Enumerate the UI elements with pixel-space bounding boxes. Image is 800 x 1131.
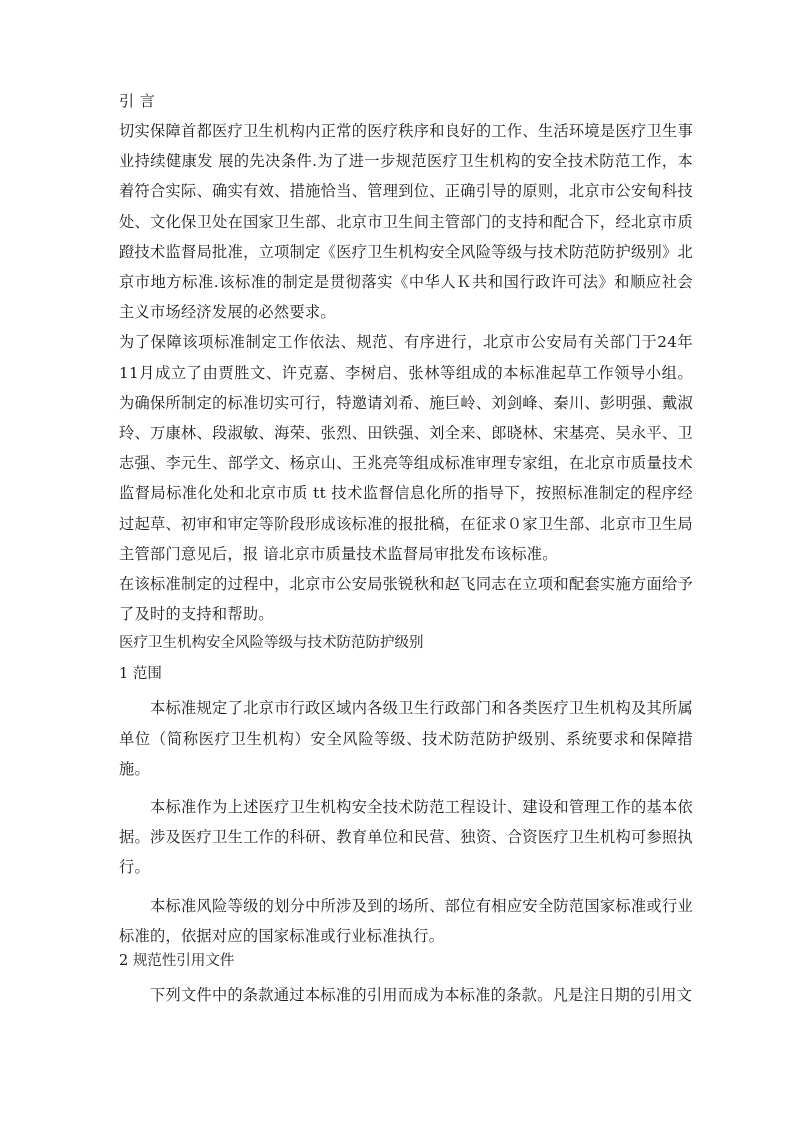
intro-paragraph-1: 切实保障首都医疗卫生机构内正常的医疗秩序和良好的工作、生活环境是医疗卫生事业持续健康发 展的先决条件.为了进一步规范医疗卫生机构的安全技术防范工作，本着符合实际、确实有效、措施恰当、管理到位、正确引导的原则，北京市公安甸科技处、文化保卫处在国家卫生部、北京市卫生间主管部门的支持和配合下，经北京市质蹬技术监督局批准，立项制定《医疗卫生机构安全风险等级与技术防范防护级别》北京市地方标准.该标准的制定是贯彻落实《中华人Ｋ共和国行政许可法》和顺应社会主义市场经济发展的必然要求。 (119, 122, 693, 322)
section-2-paragraph-1: 下列文件中的条款通过本标准的引用而成为本标准的条款。凡是注日期的引用文 (150, 986, 693, 1005)
section-1-paragraph-2: 本标准作为上述医疗卫生机构安全技术防范工程设计、建设和管理工作的基本依据。涉及医疗卫生工作的科研、教育单位和民营、独资、合资医疗卫生机构可参照执行。 (119, 798, 693, 877)
intro-heading: 引 言 (119, 92, 156, 110)
section-1-paragraph-1: 本标准规定了北京市行政区域内各级卫生行政部门和各类医疗卫生机构及其所属单位（简称医疗卫生机构）安全风险等级、技术防范防护级别、系统要求和保障措施。 (119, 699, 693, 778)
section-1-paragraph-3: 本标准风险等级的划分中所涉及到的场所、部位有相应安全防范国家标准或行业标准的，依据对应的国家标准或行业标准执行。 (119, 896, 693, 945)
section-1-title: 1 范围 (119, 666, 162, 683)
intro-paragraph-2: 为了保障该项标准制定工作依法、规范、有序进行，北京市公安局有关部门于24年11月成立了由贾胜文、许克嘉、李树启、张林等组成的本标准起草工作领导小组。为确保所制定的标准切实可行，特邀请刘希、施巨岭、刘剑峰、秦川、彭明强、戴淑玲、万康林、段淑敏、海荣、张烈、田铁强、刘全来、郎晓林、宋基亮、吴永平、卫志强、李元生、部学文、杨京山、王兆亮等组成标准审理专家组，在北京市质量技术监督局标准化处和北京市质 tt 技术监督信息化所的指导下，按照标准制定的程序经过起草、初审和审定等阶段形成该标准的报批稿，在征求０家卫生部、北京市卫生局主管部门意见后，报 谙北京市质量技术监督局审批发布该标准。 (119, 333, 693, 563)
document-title: 医疗卫生机构安全风险等级与技术防范防护级别 (119, 635, 424, 652)
section-2-title: 2 规范性引用文件 (119, 953, 235, 970)
document-body (119, 86, 693, 1018)
intro-paragraph-3: 在该标准制定的过程中，北京市公安局张锐秋和赵飞同志在立项和配套实施方面给予了及时的支持和帮助。 (119, 575, 693, 624)
